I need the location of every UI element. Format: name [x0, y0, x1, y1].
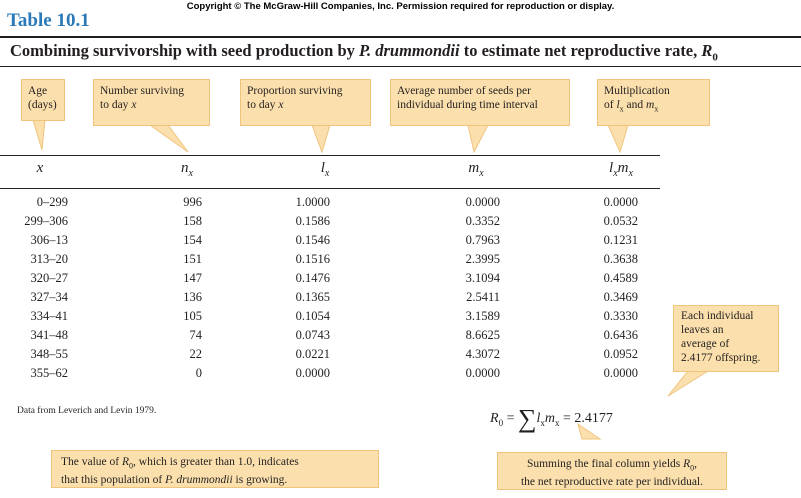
callout-lm-m: m: [646, 99, 655, 111]
formula-l: l: [536, 411, 541, 426]
cell-m: 3.1094: [465, 271, 500, 285]
cell-lm: 0.0532: [603, 214, 638, 228]
pointer-age: [33, 120, 45, 150]
cell-lm: 0.0000: [603, 366, 638, 380]
r0-formula: [490, 404, 613, 434]
callout-n-line1: Number surviving: [100, 85, 185, 97]
callout-r0-sym: R: [122, 456, 130, 468]
callout-average-seeds: [390, 79, 570, 126]
colhead-n-sub: x: [188, 168, 193, 179]
callout-sum-post: ,: [694, 458, 698, 470]
cell-l: 1.0000: [295, 195, 330, 209]
cell-m: 8.6625: [465, 328, 500, 342]
callout-sum-line2: the net reproductive rate per individual.: [520, 476, 703, 489]
title-species: P. drummondii: [359, 41, 460, 60]
callout-sum-sub: 0: [690, 463, 695, 473]
cell-m: 0.0000: [465, 366, 500, 380]
cell-lm: 0.0000: [603, 195, 638, 209]
callout-r0-line2: [61, 473, 369, 487]
cell-lm: 0.3330: [603, 309, 638, 323]
colhead-m-text: m: [468, 160, 480, 176]
callout-lm-of: of: [604, 99, 617, 111]
formula-m: m: [544, 411, 556, 426]
colhead-l: [313, 160, 337, 179]
formula-result: = 2.4177: [559, 411, 613, 426]
summation-icon: ∑: [517, 404, 537, 433]
callout-each-line2: leaves an: [681, 324, 724, 336]
colhead-l-text: l: [320, 160, 325, 176]
cell-lm: 0.3469: [603, 290, 638, 304]
cell-m: 4.3072: [465, 347, 500, 361]
colhead-n-text: n: [181, 160, 189, 176]
cell-l: 0.1365: [295, 290, 330, 304]
cell-lm: 0.3638: [603, 252, 638, 266]
cell-n: 151: [183, 252, 202, 266]
cell-l: 0.0221: [295, 347, 330, 361]
colhead-lm-l: l: [609, 160, 614, 176]
cell-n: 996: [183, 195, 202, 209]
copyright-notice: Copyright © The McGraw-Hill Companies, Inc. Permission required for reproduction or display.: [186, 1, 615, 12]
callout-r0-line2-pre: that this population of: [61, 474, 166, 487]
colhead-x: [30, 160, 50, 177]
cell-lm: 0.6436: [603, 328, 638, 342]
cell-age: 348–55: [30, 347, 68, 361]
callout-m-line2: individual during time interval: [397, 99, 538, 111]
callout-r0-line2-post: is growing.: [232, 474, 288, 487]
callout-r0-pre: The value of: [61, 456, 122, 468]
column-header-rule: [0, 188, 660, 189]
cell-m: 0.0000: [465, 195, 500, 209]
pointer-m: [468, 125, 488, 152]
cell-m: 2.5411: [466, 290, 500, 304]
title-text-2: to estimate net reproductive rate,: [459, 41, 702, 60]
formula-r: R: [490, 411, 499, 426]
cell-age: 313–20: [30, 252, 68, 266]
callout-number-surviving: [93, 79, 210, 126]
callout-multiplication: [597, 79, 710, 126]
cell-n: 158: [183, 214, 202, 228]
callout-each-line1: Each individual: [681, 310, 754, 322]
formula-l-sub: x: [540, 417, 545, 428]
cell-lm: 0.4589: [603, 271, 638, 285]
pointer-n: [150, 125, 188, 152]
colhead-n: [172, 160, 202, 179]
cell-age: 341–48: [30, 328, 68, 342]
cell-n: 74: [189, 328, 202, 342]
cell-age: 306–13: [30, 233, 68, 247]
cell-m: 2.3995: [465, 252, 500, 266]
cell-n: 22: [189, 347, 202, 361]
colhead-lm: [598, 160, 644, 179]
callout-r0-species: P. drummondii: [165, 474, 233, 487]
cell-n: 105: [183, 309, 202, 323]
cell-age: 334–41: [30, 309, 68, 323]
cell-l: 0.0743: [295, 328, 330, 342]
callout-n-text: to day: [100, 99, 132, 111]
callout-age-line1: Age: [28, 85, 48, 97]
callout-r0-line1: [61, 455, 369, 473]
cell-l: 0.1546: [295, 233, 330, 247]
colhead-m-sub: x: [479, 168, 484, 179]
title-symbol: R: [701, 41, 713, 60]
cell-n: 147: [183, 271, 202, 285]
cell-age: 0–299: [36, 195, 68, 209]
data-source-note: Data from Leverich and Levin 1979.: [17, 406, 157, 416]
callout-sum-sym: R: [683, 458, 691, 470]
cell-m: 3.1589: [465, 309, 500, 323]
callout-r0-value: [51, 450, 379, 488]
callout-each-line4: 2.4177 offspring.: [681, 352, 761, 364]
colhead-m: [462, 160, 490, 179]
cell-m: 0.3352: [465, 214, 500, 228]
cell-age: 327–34: [30, 290, 68, 304]
title-symbol-sub: 0: [712, 51, 718, 64]
callout-age-line2: (days): [28, 99, 57, 111]
cell-lm: 0.0952: [603, 347, 638, 361]
pointer-lm: [608, 125, 628, 152]
colhead-lm-m: m: [617, 160, 629, 176]
callout-l-text: to day: [247, 99, 279, 111]
cell-l: 0.1586: [295, 214, 330, 228]
callout-lm-line1: Multiplication: [604, 85, 670, 97]
callout-sum-pre: Summing the final column yields: [526, 458, 684, 470]
callout-l-line2: [247, 98, 364, 112]
callout-each-individual: [673, 305, 779, 372]
callout-lm-line2: [604, 98, 703, 116]
cell-n: 154: [183, 233, 202, 247]
cell-n: 0: [195, 366, 202, 380]
pointer-each: [668, 371, 708, 396]
cell-lm: 0.1231: [603, 233, 638, 247]
formula-r-sub: 0: [498, 417, 504, 428]
callout-l-line1: Proportion surviving: [247, 85, 343, 97]
formula-eq: =: [503, 411, 518, 426]
callout-lm-l: l: [616, 99, 620, 111]
colhead-l-sub: x: [324, 168, 330, 179]
callout-proportion-surviving: [240, 79, 371, 126]
callout-lm-and: and: [623, 99, 647, 111]
callout-r0-sub: 0: [129, 461, 134, 471]
colhead-lm-l-sub: x: [613, 168, 618, 179]
cell-age: 299–306: [24, 214, 68, 228]
cell-n: 136: [183, 290, 202, 304]
callout-sum-line1: [507, 457, 717, 475]
header-rule: [0, 155, 660, 156]
cell-l: 0.1516: [295, 252, 330, 266]
cell-age: 320–27: [30, 271, 68, 285]
formula-m-sub: x: [555, 417, 560, 428]
callout-n-var: x: [131, 99, 137, 111]
callout-n-line2: [100, 98, 203, 112]
callout-each-line3: average of: [681, 338, 730, 350]
colhead-x-text: x: [36, 160, 44, 176]
cell-age: 355–62: [30, 366, 68, 380]
callout-lm-l-sub: x: [619, 104, 624, 114]
callout-m-line1: Average number of seeds per: [397, 85, 531, 97]
callout-lm-m-sub: x: [654, 104, 659, 114]
callout-age: [21, 79, 65, 121]
title-text-1: Combining survivorship with seed production by: [10, 41, 360, 60]
callout-l-var: x: [278, 99, 284, 111]
cell-l: 0.1476: [295, 271, 330, 285]
callout-r0-mid: , which is greater than 1.0, indicates: [133, 456, 299, 468]
cell-m: 0.7963: [465, 233, 500, 247]
table-label: Table 10.1: [7, 10, 90, 31]
pointer-l: [312, 125, 330, 152]
cell-l: 0.0000: [295, 366, 330, 380]
cell-l: 0.1054: [295, 309, 330, 323]
colhead-lm-m-sub: x: [628, 168, 633, 179]
callout-summing: [497, 452, 727, 490]
